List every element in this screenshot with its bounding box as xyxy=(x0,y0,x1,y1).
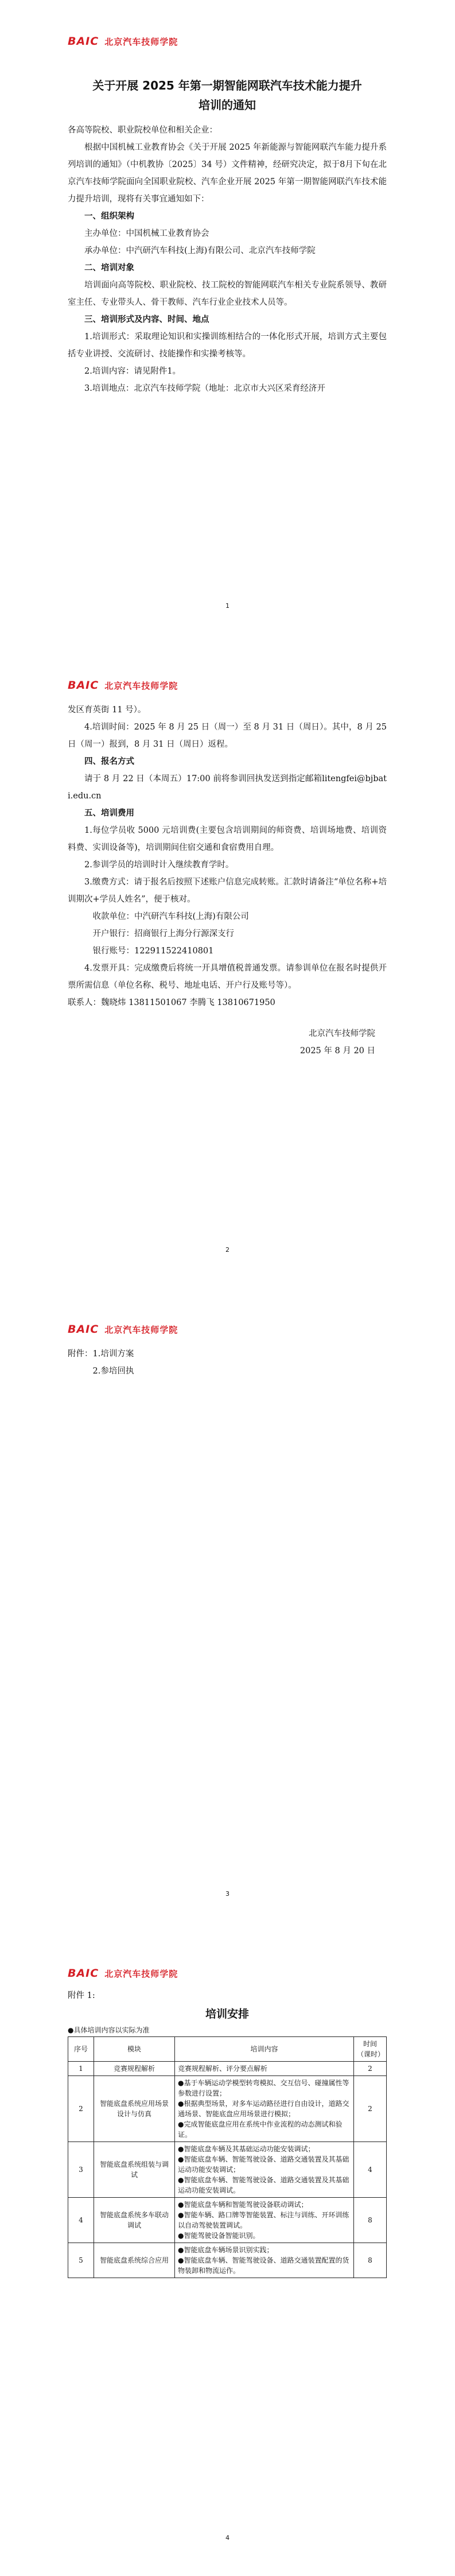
school-name-logo: 北京汽车技师学院 xyxy=(104,36,178,47)
registration-text: 请于 8 月 22 日（本周五）17:00 前将参训回执发送到指定邮箱litengfei@bjbati.edu.cn xyxy=(68,774,387,801)
row-number-cell: 3 xyxy=(68,2142,94,2198)
row-number-cell: 5 xyxy=(68,2243,94,2278)
column-header: 时间（课时） xyxy=(354,2037,387,2062)
document-page-1 xyxy=(0,0,455,644)
bank-payee: 收款单位：中汽研汽车科技(上海)有限公司 xyxy=(92,912,249,921)
organizer-unit: 承办单位：中汽研汽车科技(上海)有限公司、北京汽车技师学院 xyxy=(84,246,316,255)
module-cell: 智能底盘系统多车联动调试 xyxy=(94,2198,175,2243)
page-header xyxy=(68,679,178,692)
contact-info: 联系人：魏晓炜 13811501067 李腾飞 13810671950 xyxy=(68,998,275,1007)
page-number: 2 xyxy=(225,1246,230,1254)
column-header: 培训内容 xyxy=(175,2037,354,2062)
bank-account: 银行账号：122911522410801 xyxy=(92,946,214,956)
content-line: ●根据典型场景，对多车运动路径进行自由设计，道路交通场景、智能底盘应用场景进行模拟； xyxy=(178,2100,349,2118)
bank-name: 开户银行：招商银行上海分行源深支行 xyxy=(92,929,234,938)
page-header xyxy=(68,1967,178,1980)
page-body xyxy=(68,701,387,1060)
module-cell: 智能底盘系统应用场景设计与仿真 xyxy=(94,2076,175,2142)
schedule-table xyxy=(68,2036,387,2278)
host-unit: 主办单位：中国机械工业教育协会 xyxy=(84,229,209,238)
content-line: ●智能车辆、路口牌等智能装置、标注与训练、开环训练以自动驾驶装置调试。 xyxy=(178,2211,349,2229)
page-header xyxy=(68,1323,178,1336)
baic-logo: BAIC xyxy=(68,1323,99,1336)
row-number-cell: 2 xyxy=(68,2076,94,2142)
signature-date: 2025 年 8 月 20 日 xyxy=(300,1046,375,1056)
page-number: 4 xyxy=(225,2534,230,2542)
fee-item-4: 4.发票开具：完成缴费后将统一开具增值税普通发票。请参训单位在报名时提供开票所需信息（单位名称、税号、地址电话、开户行及账号等）。 xyxy=(68,964,387,990)
baic-logo: BAIC xyxy=(68,35,99,48)
row-number-cell: 4 xyxy=(68,2198,94,2243)
training-time: 4.培训时间：2025 年 8 月 25 日（周一）至 8 月 31 日（周日）。其中，8 月 25 日（周一）报到，8 月 31 日（周日）返程。 xyxy=(68,723,387,749)
document-page-3 xyxy=(0,1288,455,1932)
fee-item-2: 2.参训学员的培训时计入继续教育学时。 xyxy=(84,860,234,870)
target-audience: 培训面向高等院校、职业院校、技工院校的智能网联汽车相关专业院系领导、教研室主任、专业带头人、骨干教师、汽车行业企业技术人员等。 xyxy=(68,281,387,307)
hours-cell: 4 xyxy=(354,2142,387,2198)
training-form: 1.培训形式：采取理论知识和实操训练相结合的一体化形式开展，培训方式主要包括专业讲授、交流研讨、技能操作和实操考核等。 xyxy=(68,332,387,359)
content-line: 竞赛规程解析、评分要点解析 xyxy=(178,2065,268,2073)
attachment-label: 附件 1: xyxy=(68,1991,95,2000)
section-heading-5: 五、培训费用 xyxy=(84,809,134,818)
content-line: ●智能驾驶设备智能识别。 xyxy=(178,2232,260,2240)
table-row xyxy=(68,2142,387,2198)
content-line: ●智能底盘车辆、智能驾驶设备、道路交通装置及其基础运动功能安装调试。 xyxy=(178,2176,349,2194)
content-line: ●智能底盘车辆场景识别实践； xyxy=(178,2246,274,2254)
table-header-row xyxy=(68,2037,387,2062)
school-name-logo: 北京汽车技师学院 xyxy=(104,680,178,691)
content-line: ●智能底盘车辆和智能驾驶设备联动调试； xyxy=(178,2201,308,2209)
training-content: 2.培训内容：请见附件1。 xyxy=(84,367,181,376)
hours-cell: 2 xyxy=(354,2062,387,2076)
schedule-table-body xyxy=(68,2062,387,2278)
page-body xyxy=(68,1345,387,1380)
intro-paragraph: 根据中国机械工业教育协会《关于开展 2025 年新能源与智能网联汽车能力提升系列培训的通知》（中机教协〔2025〕34 号）文件精神，经研究决定，拟于8月下旬在北京汽车技师学院面向全国职业院校、汽车企业开展 2025 年第一期智能网联汽车技术能力提升培训，现将有关事宜通知如下： xyxy=(68,143,387,204)
content-cell xyxy=(175,2076,354,2142)
page-number: 3 xyxy=(225,1890,230,1898)
page-body xyxy=(68,1987,387,2278)
baic-logo: BAIC xyxy=(68,1967,99,1980)
content-line: ●智能底盘车辆、智能驾驶设备、道路交通装置配置的货物装卸和物流运作。 xyxy=(178,2256,349,2275)
schedule-subtitle: ●具体培训内容以实际为准 xyxy=(68,2026,150,2034)
table-row xyxy=(68,2243,387,2278)
baic-logo: BAIC xyxy=(68,679,99,692)
training-location: 3.培训地点：北京汽车技师学院（地址：北京市大兴区采育经济开 xyxy=(84,384,325,393)
fee-item-3: 3.缴费方式：请于报名后按照下述账户信息完成转账。汇款时请备注“单位名称+培训期次+学员人姓名”，便于核对。 xyxy=(68,878,387,904)
module-cell: 智能底盘系统组装与调试 xyxy=(94,2142,175,2198)
content-line: ●智能底盘车辆及其基础运动功能安装调试； xyxy=(178,2145,315,2153)
section-heading-1: 一、组织架构 xyxy=(84,212,134,221)
column-header: 模块 xyxy=(94,2037,175,2062)
signature-org: 北京汽车技师学院 xyxy=(309,1029,375,1038)
content-line: ●完成智能底盘应用在系统中作业流程的动态测试和验证。 xyxy=(178,2120,343,2139)
content-cell xyxy=(175,2142,354,2198)
page-number: 1 xyxy=(225,602,230,610)
section-heading-4: 四、报名方式 xyxy=(84,757,134,766)
column-header: 序号 xyxy=(68,2037,94,2062)
content-cell xyxy=(175,2062,354,2076)
module-cell: 智能底盘系统综合应用 xyxy=(94,2243,175,2278)
content-cell xyxy=(175,2243,354,2278)
module-cell: 竞赛规程解析 xyxy=(94,2062,175,2076)
schedule-title: 培训安排 xyxy=(205,2008,249,2020)
table-row xyxy=(68,2198,387,2243)
attachment-item-1: 附件：1.培训方案 xyxy=(68,1349,134,1359)
document-page-2 xyxy=(0,644,455,1288)
page-body xyxy=(68,76,387,397)
school-name-logo: 北京汽车技师学院 xyxy=(104,1324,178,1335)
hours-cell: 8 xyxy=(354,2243,387,2278)
training-location-cont: 发区育英街 11 号）。 xyxy=(68,705,146,715)
row-number-cell: 1 xyxy=(68,2062,94,2076)
section-heading-2: 二、培训对象 xyxy=(84,263,134,273)
page-header xyxy=(68,35,178,48)
content-cell xyxy=(175,2198,354,2243)
school-name-logo: 北京汽车技师学院 xyxy=(104,1968,178,1979)
table-row xyxy=(68,2062,387,2076)
section-heading-3: 三、培训形式及内容、时间、地点 xyxy=(84,315,209,324)
salutation: 各高等院校、职业院校单位和相关企业： xyxy=(68,126,217,135)
content-line: ●基于车辆运动学模型转弯模拟、交互信号、碰撞属性等参数进行设置； xyxy=(178,2079,349,2097)
document-page-4 xyxy=(0,1932,455,2576)
content-line: ●智能底盘车辆、智能驾驶设备、道路交通装置及其基础运动功能安装调试； xyxy=(178,2155,349,2174)
attachment-item-2: 2.参培回执 xyxy=(92,1367,134,1376)
document-title: 关于开展 2025 年第一期智能网联汽车技术能力提升 培训的通知 xyxy=(92,79,362,112)
hours-cell: 8 xyxy=(354,2198,387,2243)
hours-cell: 2 xyxy=(354,2076,387,2142)
fee-item-1: 1.每位学员收 5000 元培训费(主要包含培训期间的师资费、培训场地费、培训资料费、实训设备等)，培训期间住宿交通和食宿费用自理。 xyxy=(68,826,387,852)
table-row xyxy=(68,2076,387,2142)
